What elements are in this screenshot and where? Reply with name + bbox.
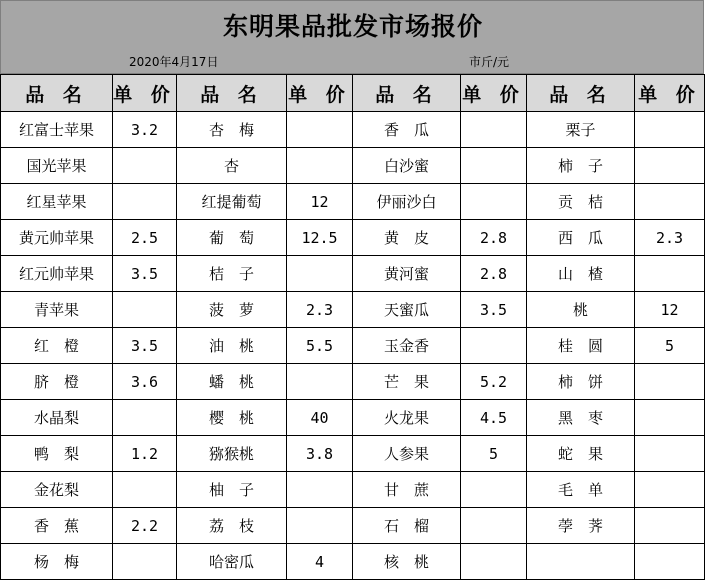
fruit-name-cell: 甘 蔗 [353, 472, 461, 508]
fruit-name-cell: 核 桃 [353, 544, 461, 580]
unit-price-cell: 2.5 [113, 220, 177, 256]
fruit-name-cell: 红元帅苹果 [1, 256, 113, 292]
fruit-name-cell: 毛 单 [527, 472, 635, 508]
title-bar [0, 0, 704, 74]
fruit-name-cell: 樱 桃 [177, 400, 287, 436]
fruit-name-cell: 伊丽沙白 [353, 184, 461, 220]
fruit-name-cell: 天蜜瓜 [353, 292, 461, 328]
unit-price-cell [113, 400, 177, 436]
fruit-name-cell: 金花梨 [1, 472, 113, 508]
fruit-name-cell: 桔 子 [177, 256, 287, 292]
header-name: 品 名 [1, 75, 113, 112]
unit-price-cell [461, 472, 527, 508]
unit-price-cell: 2.2 [113, 508, 177, 544]
unit-price-cell: 40 [287, 400, 353, 436]
unit-price-cell [113, 472, 177, 508]
price-unit: 市斤/元 [469, 55, 510, 69]
unit-price-cell [113, 292, 177, 328]
unit-price-cell: 12 [635, 292, 705, 328]
price-table-body [1, 112, 705, 580]
header-price: 单 价 [287, 75, 353, 112]
unit-price-cell: 3.2 [113, 112, 177, 148]
unit-price-cell: 3.5 [113, 256, 177, 292]
fruit-name-cell: 猕猴桃 [177, 436, 287, 472]
unit-price-cell [635, 400, 705, 436]
unit-price-cell: 5 [461, 436, 527, 472]
fruit-name-cell: 桂 圆 [527, 328, 635, 364]
unit-price-cell [461, 544, 527, 580]
fruit-name-cell: 黄河蜜 [353, 256, 461, 292]
fruit-name-cell: 贡 桔 [527, 184, 635, 220]
unit-price-cell: 5 [635, 328, 705, 364]
unit-price-cell: 4.5 [461, 400, 527, 436]
fruit-name-cell: 蛇 果 [527, 436, 635, 472]
fruit-name-cell: 黄元帅苹果 [1, 220, 113, 256]
unit-price-cell [635, 256, 705, 292]
unit-price-cell: 12.5 [287, 220, 353, 256]
fruit-name-cell: 西 瓜 [527, 220, 635, 256]
table-row [1, 148, 705, 184]
unit-price-cell: 2.3 [287, 292, 353, 328]
unit-price-cell: 5.2 [461, 364, 527, 400]
table-row [1, 256, 705, 292]
header-name: 品 名 [177, 75, 287, 112]
fruit-name-cell: 白沙蜜 [353, 148, 461, 184]
table-row [1, 220, 705, 256]
fruit-name-cell: 杨 梅 [1, 544, 113, 580]
price-table [0, 74, 705, 580]
fruit-name-cell: 香 蕉 [1, 508, 113, 544]
table-row [1, 436, 705, 472]
fruit-name-cell: 柿 子 [527, 148, 635, 184]
unit-price-cell [113, 184, 177, 220]
unit-price-cell [635, 148, 705, 184]
unit-price-cell: 3.8 [287, 436, 353, 472]
unit-price-cell [635, 436, 705, 472]
unit-price-cell [287, 364, 353, 400]
fruit-name-cell: 红富士苹果 [1, 112, 113, 148]
unit-price-cell [635, 364, 705, 400]
unit-price-cell: 2.8 [461, 220, 527, 256]
unit-price-cell [287, 256, 353, 292]
header-price: 单 价 [113, 75, 177, 112]
fruit-name-cell: 荔 枝 [177, 508, 287, 544]
unit-price-cell [461, 328, 527, 364]
table-row [1, 544, 705, 580]
fruit-name-cell: 国光苹果 [1, 148, 113, 184]
fruit-name-cell: 石 榴 [353, 508, 461, 544]
header-price: 单 价 [635, 75, 705, 112]
fruit-name-cell: 火龙果 [353, 400, 461, 436]
unit-price-cell [287, 508, 353, 544]
unit-price-cell [287, 148, 353, 184]
fruit-name-cell: 葡 萄 [177, 220, 287, 256]
fruit-name-cell: 人参果 [353, 436, 461, 472]
unit-price-cell [461, 112, 527, 148]
fruit-name-cell: 黑 枣 [527, 400, 635, 436]
header-name: 品 名 [353, 75, 461, 112]
fruit-name-cell: 杏 [177, 148, 287, 184]
fruit-name-cell: 柚 子 [177, 472, 287, 508]
fruit-name-cell: 青苹果 [1, 292, 113, 328]
unit-price-cell: 1.2 [113, 436, 177, 472]
fruit-name-cell: 黄 皮 [353, 220, 461, 256]
unit-price-cell [461, 184, 527, 220]
table-row [1, 508, 705, 544]
unit-price-cell [461, 508, 527, 544]
unit-price-cell: 5.5 [287, 328, 353, 364]
unit-price-cell [635, 472, 705, 508]
fruit-name-cell: 桃 [527, 292, 635, 328]
table-row [1, 364, 705, 400]
table-row [1, 328, 705, 364]
table-row [1, 400, 705, 436]
fruit-name-cell: 蟠 桃 [177, 364, 287, 400]
table-row [1, 472, 705, 508]
fruit-name-cell: 红星苹果 [1, 184, 113, 220]
fruit-name-cell: 脐 橙 [1, 364, 113, 400]
table-row [1, 184, 705, 220]
fruit-name-cell: 香 瓜 [353, 112, 461, 148]
fruit-name-cell: 哈密瓜 [177, 544, 287, 580]
fruit-name-cell: 鸭 梨 [1, 436, 113, 472]
unit-price-cell: 12 [287, 184, 353, 220]
unit-price-cell [635, 508, 705, 544]
unit-price-cell: 2.8 [461, 256, 527, 292]
unit-price-cell [635, 184, 705, 220]
fruit-name-cell: 柿 饼 [527, 364, 635, 400]
unit-price-cell [635, 112, 705, 148]
fruit-name-cell: 红 橙 [1, 328, 113, 364]
table-row [1, 292, 705, 328]
unit-price-cell [113, 148, 177, 184]
fruit-name-cell: 水晶梨 [1, 400, 113, 436]
unit-price-cell [461, 148, 527, 184]
header-price: 单 价 [461, 75, 527, 112]
header-row [1, 75, 705, 112]
unit-price-cell [635, 544, 705, 580]
fruit-name-cell: 荸 荠 [527, 508, 635, 544]
unit-price-cell [287, 472, 353, 508]
fruit-name-cell: 玉金香 [353, 328, 461, 364]
table-row [1, 112, 705, 148]
header-name: 品 名 [527, 75, 635, 112]
fruit-name-cell: 杏 梅 [177, 112, 287, 148]
unit-price-cell: 4 [287, 544, 353, 580]
fruit-name-cell: 菠 萝 [177, 292, 287, 328]
unit-price-cell [287, 112, 353, 148]
fruit-name-cell: 油 桃 [177, 328, 287, 364]
unit-price-cell: 3.6 [113, 364, 177, 400]
fruit-name-cell [527, 544, 635, 580]
fruit-name-cell: 红提葡萄 [177, 184, 287, 220]
unit-price-cell [113, 544, 177, 580]
sheet-title: 东明果品批发市场报价 [222, 12, 483, 41]
unit-price-cell: 2.3 [635, 220, 705, 256]
fruit-name-cell: 山 楂 [527, 256, 635, 292]
report-date: 2020年4月17日 [129, 55, 219, 69]
fruit-name-cell: 栗子 [527, 112, 635, 148]
unit-price-cell: 3.5 [461, 292, 527, 328]
fruit-name-cell: 芒 果 [353, 364, 461, 400]
unit-price-cell: 3.5 [113, 328, 177, 364]
